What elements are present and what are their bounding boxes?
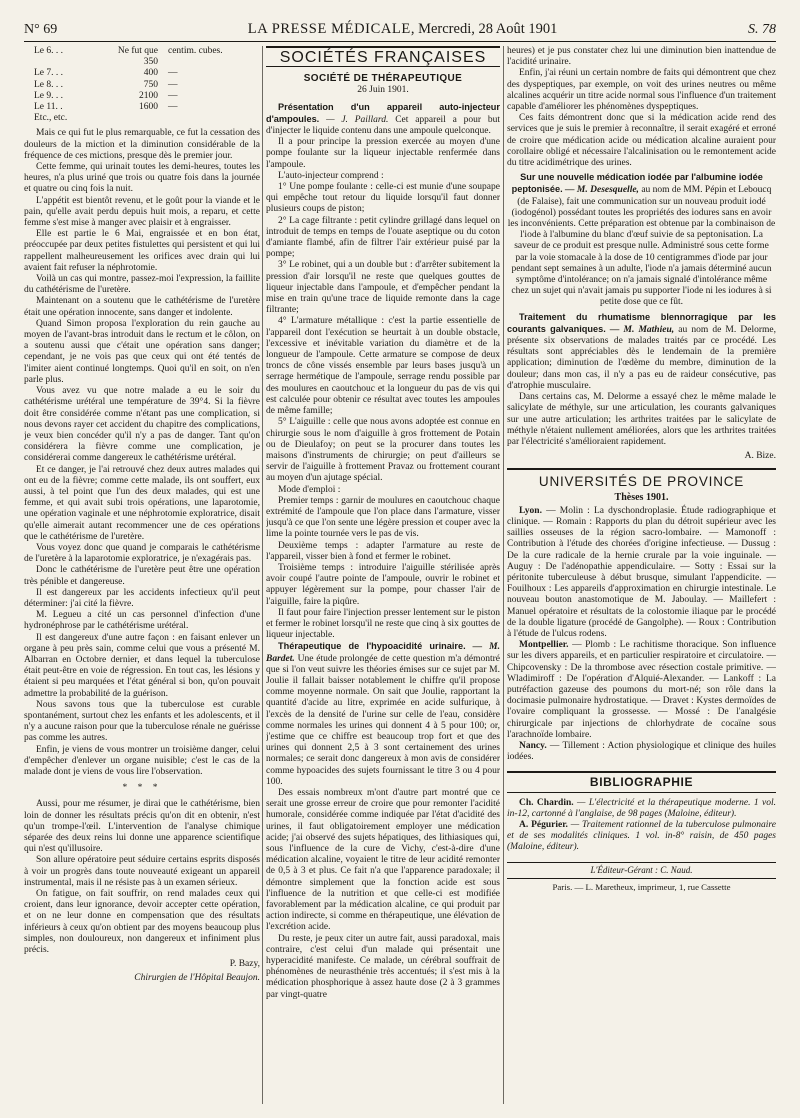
column-2 [266,46,500,1104]
thesis-text: — Tillement : Action physiologique et clinique des huiles iodées. [507,740,776,763]
row-value: 1600 [139,102,158,113]
paragraph: Il est dangereux par les accidents infectieux qu'il peut déterminer: j'ai cité la fièvre. [24,587,260,609]
row-label: Le 9. . . [34,90,64,101]
author-signature: A. Bize. [744,451,776,462]
column-3 [507,46,776,1104]
article-body [266,137,500,641]
table-row [24,80,260,91]
bibliography-entry [507,820,776,854]
paragraph: Vous avez vu que notre malade a eu le soir du cathétérisme urétéral une température de 39°4. Si la fièvre doit être considérée comme n'étant pas une complication, si nous devons rayer cet accident du chapitre des complications, je veux bien concéder qu'il n'y a pas de danger. Tant qu'on considérera la fièvre comme une complication, je considérerai comme dangereux le cathétérisme urétéral. [24,386,260,464]
page-number: S. 78 [747,22,776,37]
paragraph: M. Legueu a cité un cas personnel d'infection d'une hydronéphrose par le cathétérisme urétéral. [24,610,260,632]
table-row [24,113,260,124]
paragraph: Nous savons tous que la tuberculose est curable spontanément, surtout chez les enfants et les adolescents, et il n'y a aucune raison pour que la tuberculose rénale ne guérisse pas comme les autres. [24,699,260,744]
paragraph: Vous voyez donc que quand je comparais le cathétérisme de l'uretère à la laparotomie exploratrice, je n'exagérais pas. [24,542,260,565]
row-label: Etc., etc. [34,113,68,124]
paragraph: Aussi, pour me résumer, je dirai que le cathétérisme, bien loin de donner les résultats précis qu'on dit en obtenir, n'est qu'un trompe-l'œil. L'intervention de l'analyse chimique séparée des deux reins lui donne une apparence scientifique qui n'est qu'illusoire. [24,799,260,855]
paragraph: Elle est partie le 6 Mai, engraissée et en bon état, préoccupée par deux petites fistulettes qui persistent et qui lui rappellent malheureusement les orifices avec drain qui lui avaient fait refuser la néphrotomie. [24,229,260,273]
table-row [24,46,260,68]
article-text: au nom de MM. Pépin et Leboucq (de Falaise), fait une communication sur un nouveau produit iodé (iodogénol) possédant toutes les propriétés des iodures sans en avoir les inconvénients. Cette préparation est obtenue par la combinaison de l'iode à l'albumine du blanc d'œuf suivie de sa peptonisation. La saveur de ce produit est presque nulle. Administré sous cette forme par la voie stomacale à la dose de 10 centigrammes d'iode par jour pendant sept semaines à un adulte, l'iode n'a jamais déterminé aucun symptôme d'intolérance; on n'a jamais signalé d'intolérance même chez un sujet qui n'avait jamais pu supporter l'iode ni les iodures à si petite dose que ce fût. [507,185,776,308]
article-title: Présentation d'un appareil auto-injecteur d'ampoules. [266,101,500,124]
paragraph: Cette femme, qui urinait toutes les demi-heures, toutes les heures, n'a plus uriné que trois ou quatre fois dans la journée et quatre ou cinq fois la nuit. [24,162,260,195]
row-unit: — [168,79,178,90]
section-break-stars: * * * [122,783,162,794]
column-1-conclusion [24,799,260,956]
page-header [24,16,776,42]
paragraph: Dans certains cas, M. Delorme a essayé chez le même malade le salicylate de méthyle, sur une articulation, les courants galvaniques sur une autre articulation; les arthrites traitées par le salicylate de méthyle n'étaient nullement améliorées, alors que les arthrites traitées par l'électricité s'amélioraient rapidement. [507,392,776,447]
table-row [24,68,260,79]
paragraph: heures) et je pus constater chez lui une diminution bien inattendue de l'acidité urinaire. [507,46,776,68]
table-row [24,91,260,102]
paragraph: Il a pour principe la pression exercée au moyen d'une pompe foulante sur la liqueur injectable renfermée dans l'ampoule. [266,137,500,170]
row-unit [158,113,228,124]
thesis-city: Montpellier. [519,640,569,651]
paragraph: Mais ce qui fut le plus remarquable, ce fut la cessation des douleurs de la miction et la diminution considérable de la fréquence de ces mictions, presque dès le premier jour. [24,128,260,161]
bibliography-heading: BIBLIOGRAPHIE [507,771,776,792]
author-role: Chirurgien de l'Hôpital Beaujon. [134,973,260,984]
article-title: Sur une nouvelle médication iodée par l'albumine iodée peptonisée. [511,172,763,195]
paragraph: Il est dangereux d'une autre façon : en faisant enlever un organe à peu près sain, comme celui que vous a présenté M. Albarran en Octobre dernier, et dans lequel la tuberculose était peut-être en voie de régression. En tout cas, les lésions y étaient si peu marquées et l'état général si bon, qu'on pouvait admettre la probabilité de la guérison. [24,632,260,699]
thesis-entry [507,640,776,741]
bibliography-list [507,798,776,854]
row-unit: — [168,90,178,101]
article-title: Thérapeutique de l'hypoacidité urinaire. [278,641,466,652]
biblio-text: — Traitement rationnel de la tuberculose pulmonaire et de ses modalités cliniques. 1 vol. in-8° raisin, de 450 pages (Maloine, éditeur). [507,820,776,853]
bibliography-entry [507,798,776,820]
paragraph: Enfin, j'ai réuni un certain nombre de faits qui démontrent que chez des dyspeptiques, par exemple, on voit des urines neutres ou même alcalines acquérir un titre acide normal sous l'influence d'un traitement capable d'améliorer les phénomènes dyspeptiques. [507,68,776,113]
row-label: Le 7. . . [34,68,64,79]
issue-date: , Mercredi, 28 Août 1901 [410,21,558,37]
meeting-date: 26 Juin 1901. [357,85,409,96]
theses-list [507,506,776,764]
author-signature: P. Bazy, [229,959,260,970]
row-unit: — [168,102,178,113]
paragraph: Des essais nombreux m'ont d'autre part montré que ce serait une grosse erreur de croire que pour remonter l'acidité humorale, considérée comme indiquée par l'état d'acidité des urines, il faut obligatoirement employer une médication acide; j'ai observé des sujets hépatiques, des lithiasiques qui, sous l'influence de la cure de Vichy, c'est-à-dire d'une médication alcaline, voyaient le titre de leur acidité remonter de 0,5 à 3 et plus. Ce fait n'a que l'apparence paradoxale; il démontre simplement que la fonction acide est sous l'influence de la nutrition et que celle-ci est modifiée favorablement par la médication alcaline, ce qui produit par action indirecte, si comme en thérapeutique, une élévation de l'excrétion acide. [266,788,500,933]
table-row [24,102,260,113]
paragraph: L'auto-injecteur comprend : [278,170,384,181]
thesis-text: — Molin : La dyschondroplasie. Étude radiographique et clinique. — Romain : Rapports du plan du détroit supérieur avec les saillies osseuses de la région sacro-lombaire. — Mamonoff : Contribution à l'étude des chorées d'origine infectieuse. — Dussug : De la cure radicale de la hernie crurale par la voie inguinale. — Auguy : De l'adénopathie appendiculaire. — Sotty : Essai sur la péritonite tuberculeuse à début brusque, simulant l'appendicite. — Fouilhoux : Les appareils d'approximation en chirurgie intestinale. Le nouveau bouton anastomotique de M. Jaboulay. — Maillefert : Manuel opératoire et résultats de la colostomie iliaque par le procédé de la double ligature (procédé de Gangolphe). — Roux : Contribution à l'étude de l'ulcus rodens. [507,505,776,639]
article-author: — M. Bardet. [266,642,500,664]
paragraph: L'appétit est bientôt revenu, et le goût pour la viande et le pain, qu'elle avait perdu depuis huit mois, a reparu, et cette femme s'est mise à manger avec plaisir et à engraisser. [24,195,260,229]
row-value: 750 [143,79,158,90]
paragraph: Troisième temps : introduire l'aiguille stérilisée après avoir coupé l'autre pointe de l'ampoule, ouvrir le robinet et appuyer légèrement sur la pompe, pour chasser l'air de l'aiguille, faire la piqûre. [266,562,500,607]
paragraph: Mode d'emploi : [278,484,341,495]
article-lead: Cet appareil a pour but d'injecter le liquide contenu dans une ampoule quelconque. [266,114,500,137]
article-continuation [507,46,776,169]
paragraph: Deuxième temps : adapter l'armature au reste de l'appareil, visser bien à fond et fermer le robinet. [266,540,500,562]
paragraph: Voilà un cas qui montre, passez-moi l'expression, la faillite du cathétérisme de l'uretère. [24,274,260,296]
row-label: Le 11. . [34,102,63,113]
paragraph: 2° La cage filtrante : petit cylindre grillagé dans lequel on introduit de temps en temps de l'ouate aseptique ou du coton d'amiante flambé, afin de filtrer l'air extérieur puisé par la pompe; [266,215,500,260]
printer-line: Paris. — L. Maretheux, imprimeur, 1, rue Cassette [552,881,731,892]
paragraph: Maintenant on a soutenu que le cathétérisme de l'uretère était une opération innocente, sans danger et indolente. [24,296,260,318]
article-text: au nom de M. Delorme, présente six observations de malades traités par ce procédé. Les résultats sont appréciables dès le lendemain de la première application; diminution de l'œdème du membre, diminution de la douleur; dans mon cas, il n'y a pas eu de raideur consécutive, pas d'atrophie musculaire. [507,324,776,391]
thesis-city: Lyon. [519,505,542,516]
paragraph: Son allure opératoire peut séduire certains esprits disposés à voir un progrès dans toute nouveauté exigeant un appareil instrumental, mais il ne résiste pas à un examen sérieux. [24,855,260,888]
paragraph: 5° L'aiguille : celle que nous avons adoptée est connue en chirurgie sous le nom d'aiguille à gros frottement de Potain ou de Dieulafoy; on peut se la procurer dans toutes les maisons d'instruments de chirurgie; on peut d'ailleurs se servir de l'aiguille à frottement Pravaz ou frottement courant au moyen d'un ajutage spécial. [266,417,500,484]
paragraph: Donc le cathétérisme de l'uretère peut être une opération très pénible et dangereuse. [24,565,260,587]
paragraph: 1° Une pompe foulante : celle-ci est munie d'une soupape qui empêche tout retour du liquide lorsqu'il faut donner plusieurs coups de piston; [266,182,500,215]
editor-manager: L'Éditeur-Gérant : C. Naud. [507,862,776,879]
row-value: 2100 [139,90,158,101]
row-value [112,113,158,124]
row-unit: centim. cubes. [168,46,223,56]
paragraph: Ces faits démontrent donc que si la médication acide rend des services que je suis le premier à reconnaître, il serait exagéré et erroné de croire que médication acide ou médication alcaline auraient pour corollaire obligé et nécessaire l'alcalinisation ou le remontement acide du titre acidimétrique des urines. [507,113,776,169]
thesis-text: — Plomb : Le rachitisme thoracique. Son influence sur les divers appareils, et en particulier respiratoire et circulatoire. — Chipcovensky : De la thrombose avec résection costale primitive. — Wladimiroff : De l'opération d'Alquié-Alexander. — Lankoff : La putréfaction gazeuse des poumons du mort-né; son rôle dans la docimasie pulmonaire hydrostatique. — Dravet : Kystes dermoïdes de l'ovaire compliquant la grossesse. — Mossé : De l'analgésie chirurgicale par injections de chlorhydrate de cocaïne sous l'arachnoïde lombaire. [507,640,776,740]
row-label: Le 6. . . [34,46,64,56]
section-title: SOCIÉTÉS FRANÇAISES [266,46,500,67]
row-value: 400 [143,68,158,79]
thesis-entry [507,506,776,640]
paragraph: 3° Le robinet, qui a un double but : d'arrêter subitement la pression d'air lorsqu'il ne reste que quelques gouttes de liqueur injectable dans l'ampoule, et d'empêcher pendant la mise en train qu'une trace de liquide remonte dans la cage filtrante; [266,260,500,316]
universities-heading: UNIVERSITÉS DE PROVINCE [507,468,776,491]
biblio-author: A. Pégurier. [519,820,568,830]
paragraph: Premier temps : garnir de moulures en caoutchouc chaque extrémité de l'ampoule que l'on place dans l'armature, visser jusqu'à ce que l'on sente une légère pression et couper avec la lime la pointe tournée vers le pas de vis. [266,495,500,540]
biblio-text: — L'électricité et la thérapeutique moderne. 1 vol. in-12, cartonné à l'anglaise, de 98 pages (Maloine, éditeur). [507,797,776,819]
paragraph: On fatigue, on fait souffrir, on rend malades ceux qui croient, dans leur ignorance, devoir accepter cette opération, et on ne leur donne en compensation que des résultats inférieurs à ceux qu'on obtient par des moyens beaucoup plus simples, non douloureux, non dangereux et infiniment plus précis. [24,889,260,956]
row-label: Le 8. . . [34,79,64,90]
column-1-body [24,128,260,778]
paragraph: Du reste, je peux citer un autre fait, aussi paradoxal, mais contraire, c'est celui d'un malade qui présentait une hyperacidité manifeste. Ce malade, un cérébral souffrait de phénomènes de neurasthénie très accentués; il s'est mis à la médication phosphorique à assez haute dose (2 à 3 grammes par vingt-quatre [266,933,500,1000]
thesis-entry [507,741,776,763]
article-author: — M. Mathieu, [609,324,675,335]
masthead [248,21,558,38]
society-name: SOCIÉTÉ DE THÉRAPEUTIQUE [303,73,463,85]
column-1 [24,46,260,1104]
paragraph: Quand Simon proposa l'exploration du rein gauche au moyen de l'avant-bras introduit dans le rectum et le côlon, on a soutenu aussi que c'était une opération sans danger; cependant, je ne vois pas que ceux qui ont été tentés de l'imiter aient continué longtemps. Quoi qu'il en soit, on n'en parle plus. [24,318,260,385]
biblio-author: Ch. Chardin. [519,797,574,808]
article-author: — J. Paillard. [326,114,389,125]
article-lead: Une étude prolongée de cette question m'a démontré que si l'on veut suivre les théories émises sur ce sujet par M. Joulie il fallait baisser notablement le chiffre qu'il propose comme moyenne normale. On sait que Joulie, rapportant la quantité d'acide au litre, exprimée en acide sulfurique, à l'excès de la densité de l'urine sur celle de l'eau, considère comme normales les urines qui donnent 4 à 5 pour 100; or, j'estime que ce chiffre est beaucoup trop fort et que des urines qui donnent 2,5 à 3 sont certainement des urines normales; ce serait donc dangereux à mon avis de considérer comme hypoacides des sujets fournissant le titre 3 ou 4 pour 100. [266,653,500,787]
urine-volume-table [24,46,260,124]
paragraph: 4° L'armature métallique : c'est la partie essentielle de l'appareil dont l'exécution se heurtait à un double obstacle, l'excessive et inévitable variation du diamètre et de la longueur de l'ampoule. Cette armature se compose de deux troncs de cône vissés ensemble par leurs bases jusqu'à un serrage hermétique de l'ampoule, serrage rendu possible par des moulures en caoutchouc et la longueur du pas de vis qui est calculée pour obtenir ce résultat avec toutes les ampoules de même famille; [266,316,500,417]
article-title: Traitement du rhumatisme blennorragique par les courants galvaniques. [507,311,776,334]
thesis-city: Nancy. [519,740,547,751]
issue-number: N° 69 [24,22,58,37]
journal-title: LA PRESSE MÉDICALE [247,21,411,37]
column-divider [503,46,504,1104]
article-author: — M. Desesquelle, [565,185,639,196]
paragraph: Et ce danger, je l'ai retrouvé chez deux autres malades qui ont eu de la fièvre; comme cette malade, ils ont souffert, eux aussi, à tel point que l'un des deux malades, qui est une femme, et qui avait subi trois opérations, une laparotomie, une opération vaginale et une néphrotomie exploratrice, disait qu'elle aimerait autant recommencer une de ces opérations que le cathétérisme de l'uretère. [24,464,260,542]
row-unit: — [168,68,178,79]
paragraph: Il faut pour faire l'injection presser lentement sur le piston et fermer le robinet lorsqu'il ne reste que cinq à six gouttes de liqueur injectable. [266,607,500,641]
row-value: Ne fut que 350 [117,46,158,68]
column-divider [262,46,263,1104]
paragraph: Enfin, je viens de vous montrer un troisième danger, celui d'empêcher d'enlever un organe nuisible; c'est le cas de la malade dont je viens de vous lire l'observation. [24,744,260,777]
theses-heading: Thèses 1901. [614,491,669,503]
